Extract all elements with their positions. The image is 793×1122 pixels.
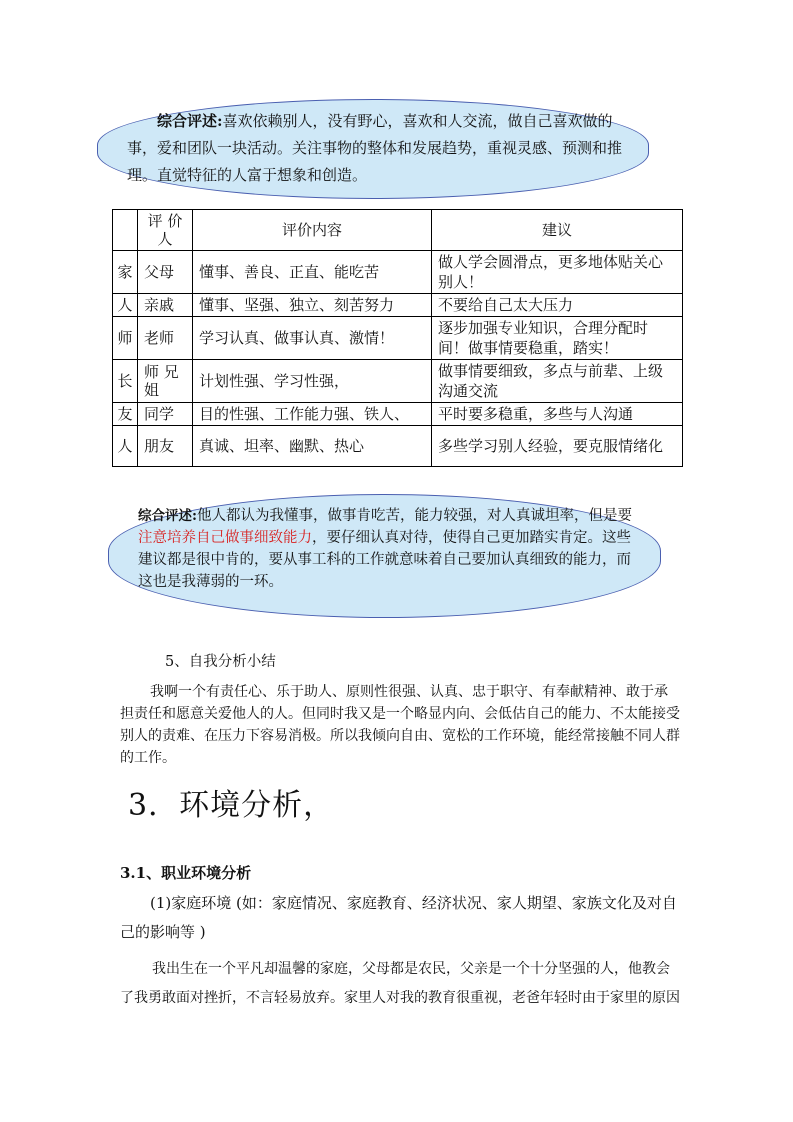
advice-cell: 平时要多稳重，多些与人沟通: [432, 403, 683, 426]
env-item-text: (1)家庭环境 (如：家庭情况、家庭教育、经济状况、家人期望、家族文化及对自己的影响等 ): [120, 894, 677, 941]
section-heading: 5、自我分析小结: [165, 654, 276, 670]
advice-cell: 不要给自己太大压力: [432, 294, 683, 317]
content-cell: 计划性强、学习性强，: [193, 360, 432, 403]
header-evaluator: 评 价 人: [138, 210, 193, 251]
group-label: 家: [113, 251, 138, 294]
evaluator-cell: 同学: [138, 403, 193, 426]
table-cell: [113, 210, 138, 251]
evaluator-cell: 亲戚: [138, 294, 193, 317]
section-heading: 3.1、职业环境分析: [120, 864, 252, 882]
advice-cell: 做人学会圆滑点，更多地体贴关心别人！: [432, 251, 683, 294]
comment-body: 喜欢依赖别人，没有野心，喜欢和人交流，做自己喜欢做的事，爱和团队一块活动。关注事物的整体和发展趋势，重视灵感、预测和推理。直觉特征的人富于想象和创造。: [127, 112, 623, 184]
comment-text-2: [138, 505, 638, 593]
body-paragraph: [120, 955, 680, 1013]
content-cell: 目的性强、工作能力强、铁人、: [193, 403, 432, 426]
content-cell: 真诚、坦率、幽默、热心: [193, 426, 432, 467]
table-row: [113, 403, 683, 426]
header-advice: 建议: [432, 210, 683, 251]
comment-body-b: ，要仔细认真对待，使得自己更加踏实肯定。这些建议都是很中肯的，要从事工科的工作就意味着自己要加认真细致的能力，而这也是我薄弱的一环。: [138, 530, 631, 590]
table-row: [113, 251, 683, 294]
header-content: 评价内容: [193, 210, 432, 251]
table-row: [113, 294, 683, 317]
advice-cell: 逐步加强专业知识，合理分配时间！做事情要稳重，踏实！: [432, 317, 683, 360]
body-text: 我出生在一个平凡却温馨的家庭，父母都是农民，父亲是一个十分坚强的人，他教会了我勇敢面对挫折，不言轻易放弃。家里人对我的教育很重视，老爸年轻时由于家里的原因: [120, 961, 680, 1006]
content-cell: 懂事、坚强、独立、刻苦努力: [193, 294, 432, 317]
chapter-title: 3．环境分析，: [128, 788, 335, 823]
group-label: 友: [113, 403, 138, 426]
advice-cell: 做事情要细致，多点与前辈、上级沟通交流: [432, 360, 683, 403]
evaluator-cell: 朋友: [138, 426, 193, 467]
table-row: [113, 426, 683, 467]
summary-paragraph: [120, 681, 680, 769]
evaluator-cell: 父母: [138, 251, 193, 294]
content-cell: 懂事、善良、正直、能吃苦: [193, 251, 432, 294]
comment-label: 综合评述:: [157, 112, 223, 130]
advice-cell: 多些学习别人经验，要克服情绪化: [432, 426, 683, 467]
group-label: 人: [113, 294, 138, 317]
evaluator-cell: 老师: [138, 317, 193, 360]
summary-text: 我啊一个有责任心、乐于助人、原则性很强、认真、忠于职守、有奉献精神、敢于承担责任和愿意关爱他人的人。但同时我又是一个略显内向、会低估自己的能力、不太能接受别人的责难、在压力下容易消极。所以我倾向自由、宽松的工作环境，能经常接触不同人群的工作。: [120, 684, 680, 766]
comment-highlight: 注意培养自己做事细致能力: [138, 530, 312, 546]
content-cell: 学习认真、做事认真、激情！: [193, 317, 432, 360]
comment-body-a: 他人都认为我懂事，做事肯吃苦，能力较强，对人真诚坦率，但是要: [196, 508, 632, 524]
evaluation-table: [112, 209, 683, 467]
comment-text-1: [127, 108, 637, 189]
table-row: [113, 360, 683, 403]
comment-label: 综合评述:: [138, 508, 197, 524]
group-label: 人: [113, 426, 138, 467]
env-item-paragraph: [120, 889, 680, 947]
group-label: 师: [113, 317, 138, 360]
table-header-row: [113, 210, 683, 251]
evaluator-cell: 师 兄姐: [138, 360, 193, 403]
group-label: 长: [113, 360, 138, 403]
table-row: [113, 317, 683, 360]
